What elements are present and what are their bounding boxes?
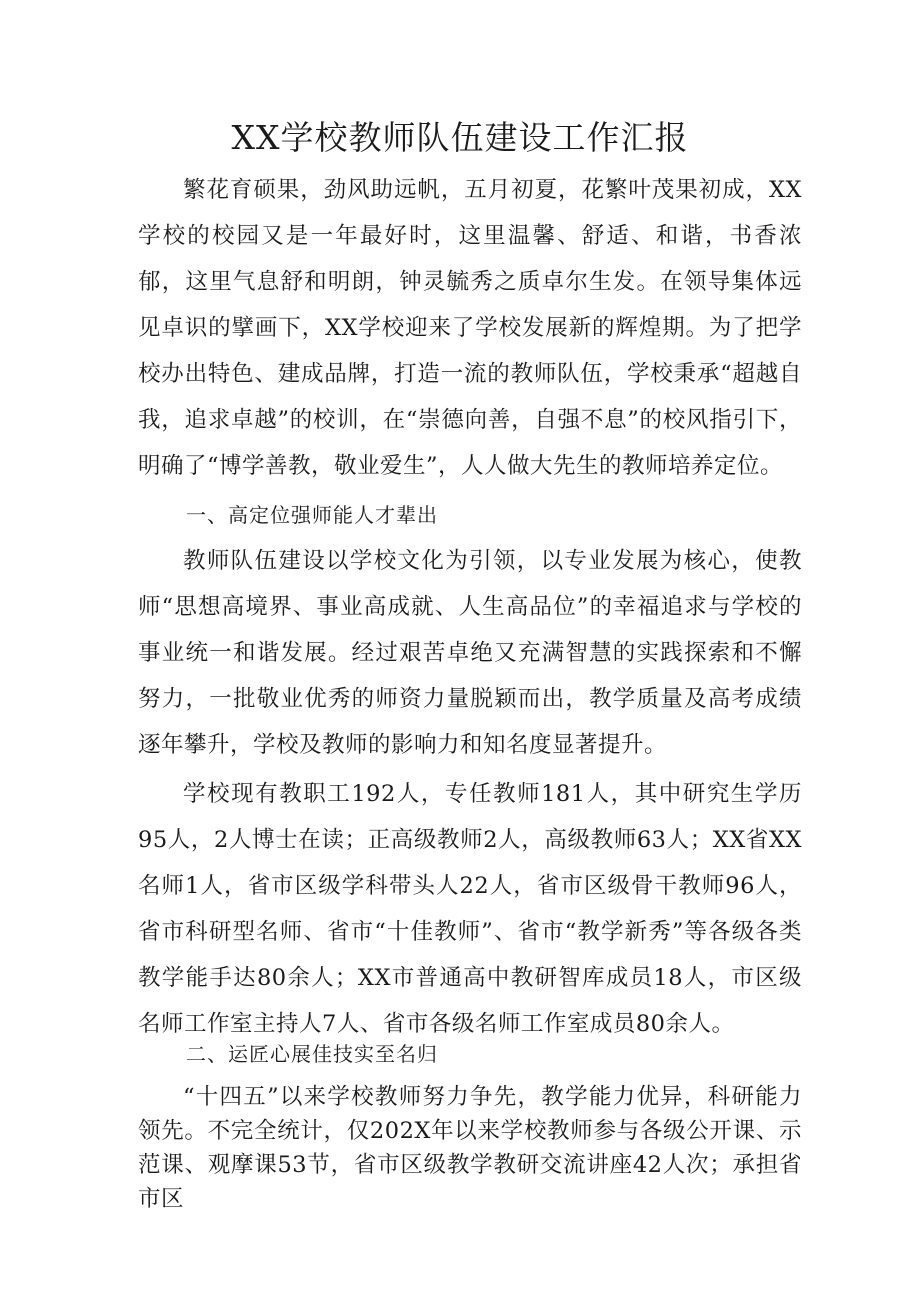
section-heading-1: 一、高定位强师能人才辈出 xyxy=(186,503,438,527)
section-2-paragraph-1: “十四五”以来学校教师努力争先，教学能力优异，科研能力领先。不完全统计，仅202X年以来学校教师参与各级公开课、示范课、观摩课53节，省市区级教学教研交流讲座42人次；承担省市区 xyxy=(138,1084,802,1212)
document-title: XX学校教师队伍建设工作汇报 xyxy=(231,118,689,157)
section-1-paragraph-2: 学校现有教职工192人，专任教师181人，其中研究生学历95人，2人博士在读；正高级教师2人，高级教师63人；XX省XX名师1人，省市区级学科带头人22人，省市区级骨干教师96人，省市科研型名师、省市“十佳教师”、省市“教学新秀”等各级各类教学能手达80余人；XX市普通高中教研智库成员18人，市区级名师工作室主持人7人、省市各级名师工作室成员80余人。 xyxy=(138,781,802,1037)
section-heading-2: 二、运匠心展佳技实至名归 xyxy=(186,1042,438,1066)
intro-paragraph: 繁花育硕果，劲风助远帆，五月初夏，花繁叶茂果初成，XX学校的校园又是一年最好时，这里温馨、舒适、和谐，书香浓郁，这里气息舒和明朗，钟灵毓秀之质卓尔生发。在领导集体远见卓识的擘画下，XX学校迎来了学校发展新的辉煌期。为了把学校办出特色、建成品牌，打造一流的教师队伍，学校秉承“超越自我，追求卓越”的校训，在“崇德向善，自强不息”的校风指引下，明确了“博学善教，敬业爱生”，人人做大先生的教师培养定位。 xyxy=(138,177,802,479)
section-1-paragraph-1: 教师队伍建设以学校文化为引领，以专业发展为核心，使教师“思想高境界、事业高成就、人生高品位”的幸福追求与学校的事业统一和谐发展。经过艰苦卓绝又充满智慧的实践探索和不懈努力，一批敬业优秀的师资力量脱颖而出，教学质量及高考成绩逐年攀升，学校及教师的影响力和知名度显著提升。 xyxy=(138,548,802,758)
